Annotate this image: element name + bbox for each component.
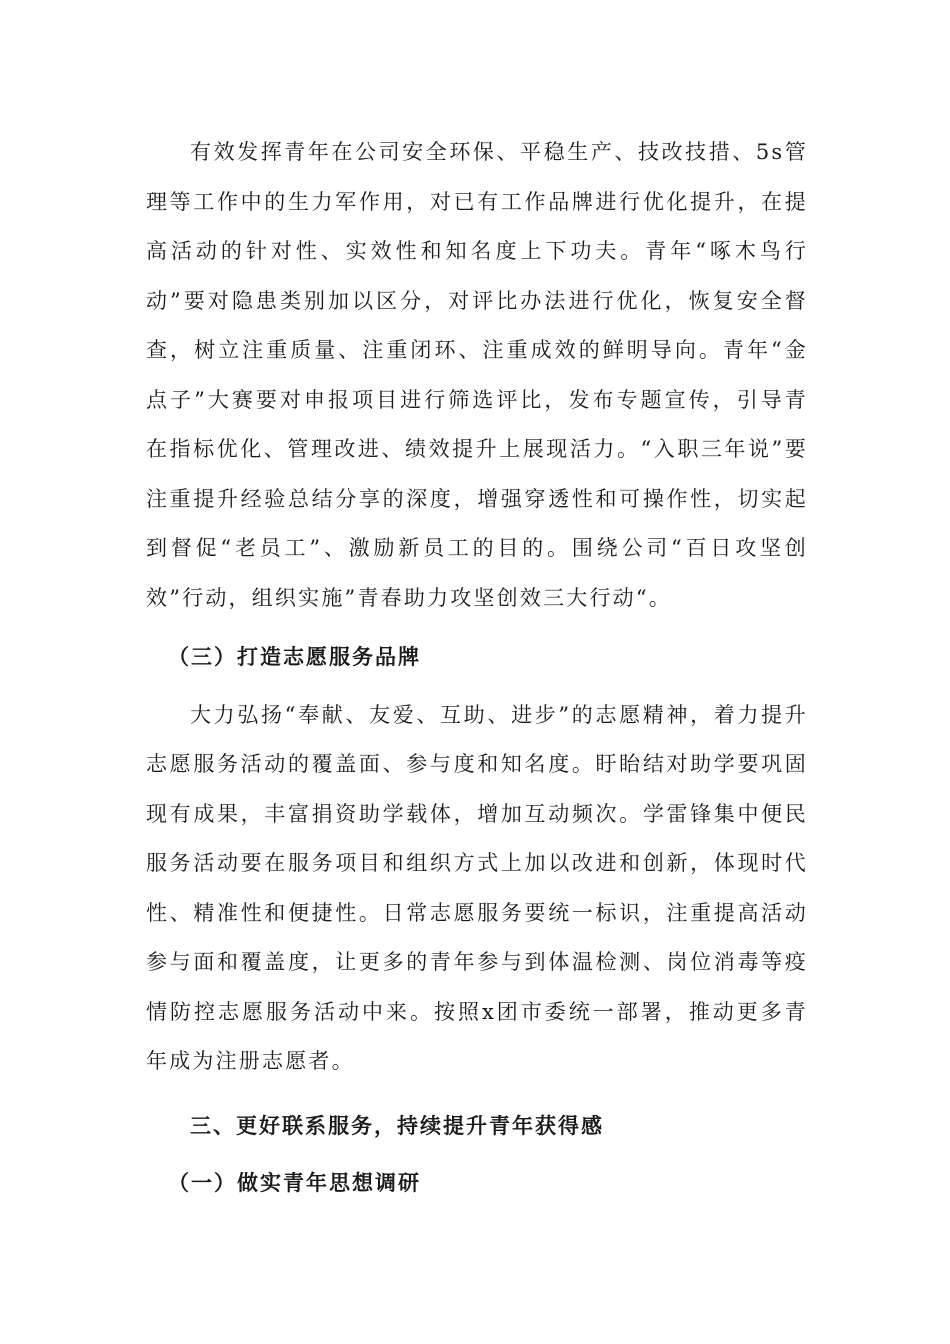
section-heading-youth-service: 三、更好联系服务，持续提升青年获得感 (190, 1112, 604, 1138)
subsection-heading-youth-research: （一）做实青年思想调研 (168, 1170, 421, 1195)
subsection-heading-volunteer-brand: （三）打造志愿服务品牌 (168, 644, 421, 669)
document-page (146, 128, 808, 1208)
body-paragraph-brand-optimization: 有效发挥青年在公司安全环保、平稳生产、技改技措、5s管理等工作中的生力军作用，对已有工作品牌进行优化提升，在提高活动的针对性、实效性和知名度上下功夫。青年“啄木鸟行动”要对隐患类别加以区分，对评比办法进行优化，恢复安全督查，树立注重质量、注重闭环、注重成效的鲜明导向。青年“金点子”大赛要对申报项目进行筛选评比，发布专题宣传，引导青在指标优化、管理改进、绩效提升上展现活力。“入职三年说”要注重提升经验总结分享的深度，增强穿透性和可操作性，切实起到督促“老员工”、激励新员工的目的。围绕公司“百日攻坚创效”行动，组织实施”青春助力攻坚创效三大行动“。 (146, 140, 808, 610)
body-paragraph-volunteer-service: 大力弘扬“奉献、友爱、互助、进步”的志愿精神，着力提升志愿服务活动的覆盖面、参与度和知名度。盱眙结对助学要巩固现有成果，丰富捐资助学载体，增加互动频次。学雷锋集中便民服务活动要在服务项目和组织方式上加以改进和创新，体现时代性、精准性和便捷性。日常志愿服务要统一标识，注重提高活动参与面和覆盖度，让更多的青年参与到体温检测、岗位消毒等疫情防控志愿服务活动中来。按照x团市委统一部署，推动更多青年成为注册志愿者。 (146, 702, 808, 1073)
